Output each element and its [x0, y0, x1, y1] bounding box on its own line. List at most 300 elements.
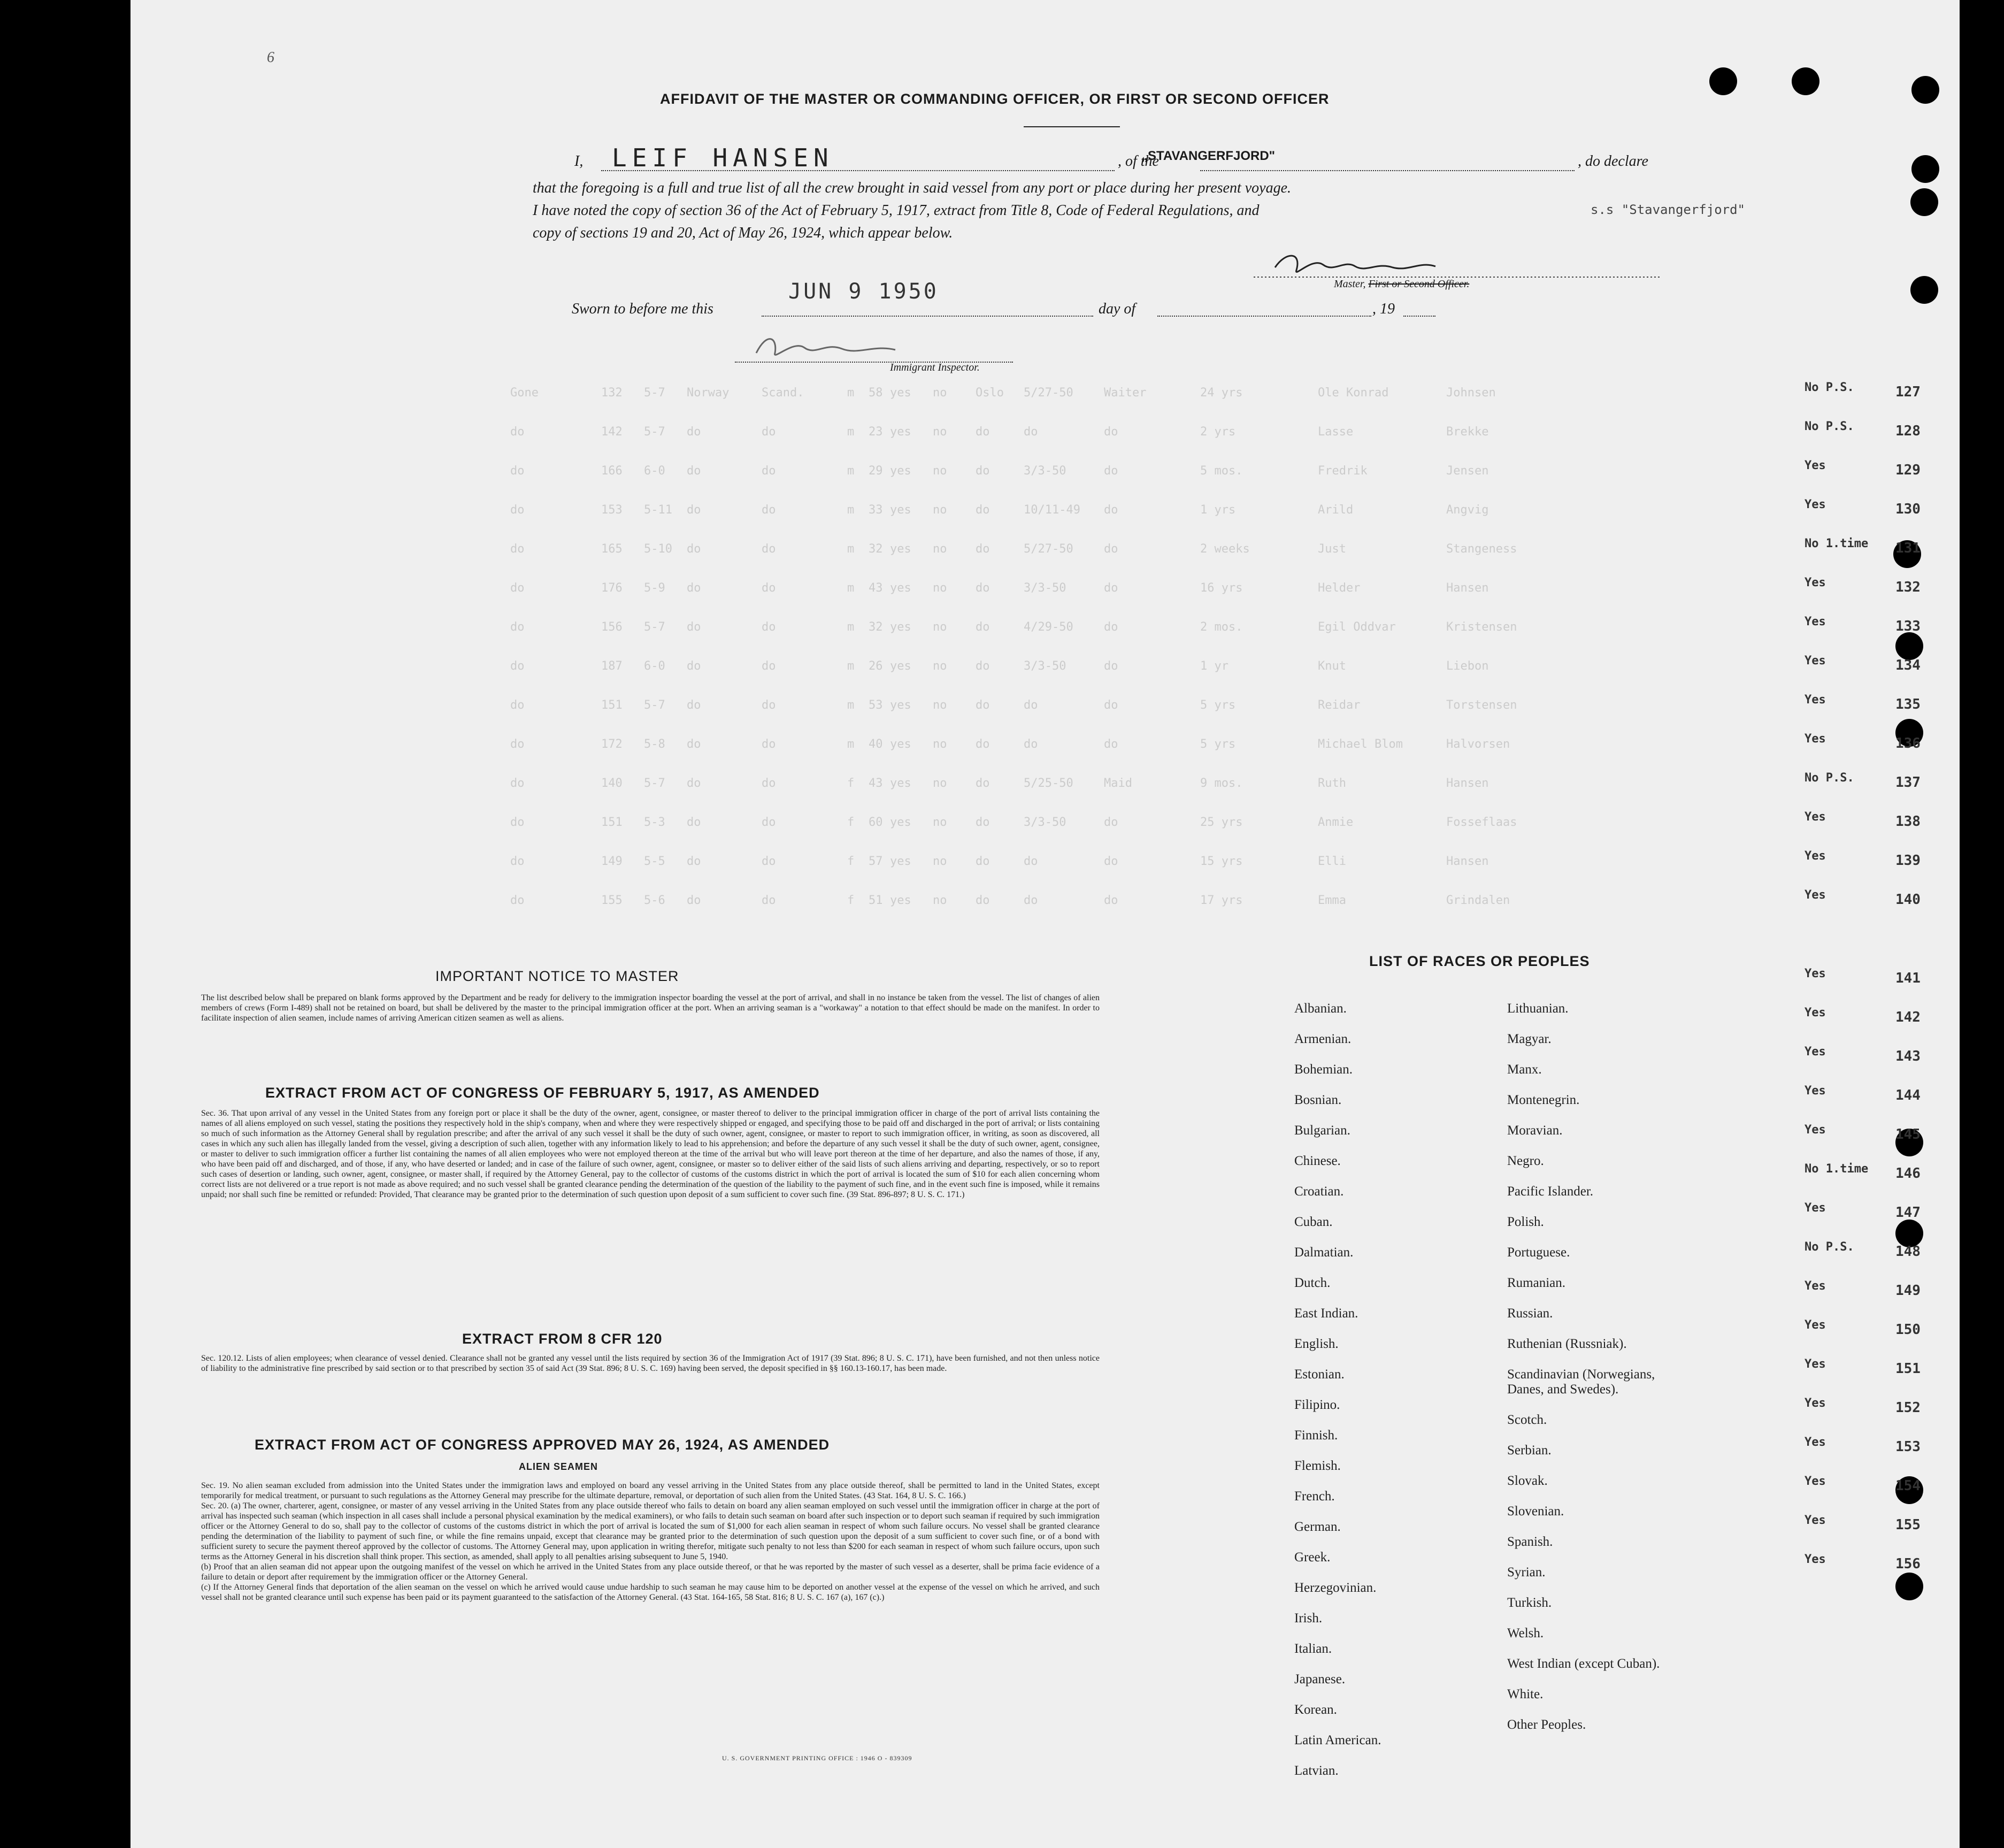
- crew-cell-surname: Hansen: [1446, 777, 1489, 790]
- crew-cell-surname: Angvig: [1446, 503, 1489, 517]
- crew-cell-place: do: [976, 660, 990, 673]
- crew-status: Yes: [1805, 498, 1826, 511]
- race-item: English.: [1294, 1337, 1339, 1351]
- crew-status: Yes: [1805, 1123, 1826, 1137]
- crew-status: Yes: [1805, 693, 1826, 707]
- declaration-line-2: that the foregoing is a full and true list of all the crew brought in said vessel from any port or place during her present voyage.: [533, 180, 1292, 196]
- crew-cell-date: do: [1024, 855, 1038, 868]
- crew-cell-rest: do: [510, 542, 525, 556]
- crew-status: Yes: [1805, 810, 1826, 824]
- race-item: Russian.: [1507, 1306, 1553, 1321]
- crew-cell-nat: do: [687, 464, 701, 478]
- crew-cell-rest: do: [510, 777, 525, 790]
- crew-cell-given: Arild: [1318, 503, 1354, 517]
- crew-cell-col1: no: [933, 738, 947, 751]
- crew-row: [130, 386, 1585, 408]
- punch-hole: [1911, 155, 1939, 183]
- crew-row-number: 137: [1895, 775, 1921, 791]
- crew-row-number: 152: [1895, 1400, 1921, 1416]
- crew-cell-col3: 29: [869, 464, 883, 478]
- race-item: French.: [1294, 1489, 1335, 1504]
- crew-cell-wt: 149: [601, 855, 623, 868]
- crew-cell-sex: m: [847, 386, 855, 400]
- crew-cell-age: 2 mos.: [1200, 620, 1243, 634]
- crew-row-number: 147: [1895, 1205, 1921, 1221]
- race-item: Serbian.: [1507, 1443, 1552, 1458]
- race-item: Slovenian.: [1507, 1504, 1564, 1519]
- crew-cell-sex: m: [847, 503, 855, 517]
- crew-status: Yes: [1805, 1201, 1826, 1215]
- declaration-line-4: copy of sections 19 and 20, Act of May 26, 1924, which appear below.: [533, 225, 953, 241]
- crew-cell-race: do: [762, 699, 776, 712]
- crew-cell-race: do: [762, 464, 776, 478]
- crew-cell-date: do: [1024, 894, 1038, 907]
- extract3-body: [201, 1481, 1100, 1602]
- crew-cell-col1: no: [933, 425, 947, 439]
- crew-cell-col1: no: [933, 581, 947, 595]
- race-item: Bosnian.: [1294, 1093, 1342, 1107]
- crew-row-number: 135: [1895, 696, 1921, 712]
- crew-row: [130, 581, 1585, 603]
- crew-cell-col3: 32: [869, 542, 883, 556]
- race-item: Croatian.: [1294, 1184, 1344, 1199]
- crew-cell-col1: no: [933, 620, 947, 634]
- crew-cell-sex: m: [847, 620, 855, 634]
- punch-hole: [1792, 67, 1819, 95]
- crew-cell-wt: 165: [601, 542, 623, 556]
- crew-cell-sex: f: [847, 894, 855, 907]
- crew-cell-sex: f: [847, 855, 855, 868]
- crew-cell-col2: yes: [890, 464, 911, 478]
- crew-cell-col3: 58: [869, 386, 883, 400]
- races-title: LIST OF RACES OR PEOPLES: [1369, 953, 1590, 969]
- race-item: Flemish.: [1294, 1459, 1341, 1473]
- crew-cell-wt: 176: [601, 581, 623, 595]
- race-item: Italian.: [1294, 1642, 1332, 1656]
- race-item: Greek.: [1294, 1550, 1331, 1565]
- race-item: Ruthenian (Russniak).: [1507, 1337, 1627, 1351]
- crew-cell-occ: do: [1104, 660, 1118, 673]
- crew-cell-occ: Maid: [1104, 777, 1132, 790]
- crew-cell-occ: do: [1104, 855, 1118, 868]
- crew-cell-surname: Brekke: [1446, 425, 1489, 439]
- crew-cell-race: do: [762, 620, 776, 634]
- crew-cell-surname: Jensen: [1446, 464, 1489, 478]
- crew-cell-surname: Halvorsen: [1446, 738, 1510, 751]
- crew-status: Yes: [1805, 654, 1826, 668]
- crew-cell-col2: yes: [890, 620, 911, 634]
- extract3-sec20a: Sec. 20. (a) The owner, charterer, agent, consignee, or master of any vessel arriving in the United States from any place outside thereof who fails to detain on board any alien seaman employed on such vessel until the immigration officer in charge at the port of arrival has inspected such seaman (which inspection in all cases shall include a personal physical examination by the medical examiners), or who fails to detain such seaman on board after such inspection or to deport such seaman if required by such immigration officer or the Attorney General to do so, shall pay to the collector of customs of the customs district in which the port of arrival is located the sum of $1,000 for each alien seaman in respect of whom such failure occurs. No vessel shall be granted clearance pending the determination of the liability to payment of such fine, or while the fine remains unpaid, except that clearance may be granted prior to the determination of such question upon the deposit of a sum sufficient to cover such fine, or of a bond with sufficient surety to secure the payment thereof approved by the collector of customs. The Attorney General may, upon application in writing therefor, mitigate such penalty to not less than $200 for each seaman in respect of whom such failure occurs, upon such terms as the Attorney General in his discretion shall think proper. This section, as amended, shall apply to all penalties arising subsequent to June 5, 1940.: [201, 1501, 1100, 1561]
- crew-cell-race: do: [762, 777, 776, 790]
- crew-status: Yes: [1805, 576, 1826, 589]
- crew-cell-rest: do: [510, 620, 525, 634]
- crew-cell-ht: 6-0: [644, 660, 665, 673]
- crew-cell-place: do: [976, 738, 990, 751]
- crew-cell-sex: m: [847, 660, 855, 673]
- crew-cell-col3: 43: [869, 777, 883, 790]
- crew-cell-rest: do: [510, 738, 525, 751]
- crew-row-number: 145: [1895, 1126, 1921, 1142]
- crew-cell-col2: yes: [890, 738, 911, 751]
- crew-row-number: 144: [1895, 1087, 1921, 1103]
- crew-cell-col1: no: [933, 699, 947, 712]
- crew-cell-col3: 43: [869, 581, 883, 595]
- page-number: 6: [267, 49, 274, 66]
- race-item: Danes, and Swedes).: [1507, 1382, 1619, 1397]
- crew-cell-date: 5/27-50: [1024, 386, 1073, 400]
- crew-cell-occ: Waiter: [1104, 386, 1147, 400]
- crew-cell-nat: do: [687, 894, 701, 907]
- crew-row-number: 138: [1895, 814, 1921, 830]
- crew-cell-date: 3/3-50: [1024, 660, 1066, 673]
- crew-cell-col1: no: [933, 894, 947, 907]
- race-item: Latvian.: [1294, 1763, 1339, 1778]
- manifest-sheet: [130, 0, 1960, 1848]
- crew-cell-col1: no: [933, 464, 947, 478]
- crew-status: No P.S.: [1805, 1240, 1854, 1254]
- declaration-line-3: I have noted the copy of section 36 of the Act of February 5, 1917, extract from Title 8, Code of Federal Regulations, and: [533, 202, 1260, 219]
- crew-row-number: 154: [1895, 1478, 1921, 1494]
- crew-cell-occ: do: [1104, 542, 1118, 556]
- crew-cell-given: Fredrik: [1318, 464, 1368, 478]
- crew-cell-race: do: [762, 503, 776, 517]
- crew-row-number: 141: [1895, 970, 1921, 986]
- inspector-signature: [746, 332, 927, 364]
- crew-cell-sex: m: [847, 464, 855, 478]
- crew-cell-given: Michael Blom: [1318, 738, 1403, 751]
- crew-status: No 1.time: [1805, 537, 1869, 550]
- crew-cell-nat: do: [687, 738, 701, 751]
- crew-cell-wt: 166: [601, 464, 623, 478]
- crew-cell-rest: Gone: [510, 386, 539, 400]
- crew-cell-wt: 153: [601, 503, 623, 517]
- crew-cell-col2: yes: [890, 425, 911, 439]
- race-item: Montenegrin.: [1507, 1093, 1580, 1107]
- crew-status: No P.S.: [1805, 771, 1854, 785]
- inspector-caption: Immigrant Inspector.: [890, 362, 980, 373]
- crew-cell-col3: 32: [869, 620, 883, 634]
- crew-cell-ht: 6-0: [644, 464, 665, 478]
- crew-row-number: 142: [1895, 1009, 1921, 1025]
- affidavit-title: AFFIDAVIT OF THE MASTER OR COMMANDING OFFICER, OR FIRST OR SECOND OFFICER: [660, 91, 1330, 107]
- crew-cell-age: 2 weeks: [1200, 542, 1250, 556]
- crew-row: [130, 816, 1585, 837]
- crew-status: Yes: [1805, 1553, 1826, 1566]
- crew-cell-surname: Johnsen: [1446, 386, 1496, 400]
- crew-cell-sex: m: [847, 542, 855, 556]
- crew-cell-age: 2 yrs: [1200, 425, 1236, 439]
- crew-cell-age: 24 yrs: [1200, 386, 1243, 400]
- crew-cell-rest: do: [510, 503, 525, 517]
- race-item: Bohemian.: [1294, 1062, 1353, 1077]
- crew-cell-col1: no: [933, 816, 947, 829]
- crew-cell-col3: 53: [869, 699, 883, 712]
- extract3-sec19: Sec. 19. No alien seaman excluded from admission into the United States under the immigration laws and employed on board any vessel arriving in the United States from any place outside thereof, shall be permitted to land in the United States, except temporarily for medical treatment, or pursuant to such regulations as the Attorney General may prescribe for the ultimate departure, removal, or deportation of such alien from the United States. (43 Stat. 164, 8 U. S. C. 166.): [201, 1481, 1100, 1500]
- crew-cell-surname: Torstensen: [1446, 699, 1517, 712]
- stray-vessel-text: s.s "Stavangerfjord": [1591, 202, 1745, 217]
- crew-cell-col2: yes: [890, 777, 911, 790]
- crew-cell-nat: do: [687, 581, 701, 595]
- crew-cell-occ: do: [1104, 699, 1118, 712]
- vessel-name: „STAVANGERFJORD": [1141, 149, 1276, 163]
- crew-cell-col2: yes: [890, 581, 911, 595]
- sworn-label: Sworn to before me this: [572, 301, 713, 317]
- race-item: Estonian.: [1294, 1367, 1345, 1382]
- crew-cell-age: 16 yrs: [1200, 581, 1243, 595]
- race-item: Irish.: [1294, 1611, 1323, 1625]
- crew-cell-age: 5 yrs: [1200, 699, 1236, 712]
- crew-row-number: 128: [1895, 423, 1921, 439]
- crew-cell-col3: 51: [869, 894, 883, 907]
- crew-status: Yes: [1805, 459, 1826, 472]
- crew-cell-wt: 132: [601, 386, 623, 400]
- crew-row: [130, 542, 1585, 564]
- crew-row: [130, 699, 1585, 720]
- crew-cell-surname: Liebon: [1446, 660, 1489, 673]
- crew-cell-race: Scand.: [762, 386, 804, 400]
- crew-cell-age: 15 yrs: [1200, 855, 1243, 868]
- race-item: Lithuanian.: [1507, 1001, 1569, 1016]
- crew-cell-nat: do: [687, 855, 701, 868]
- crew-cell-col2: yes: [890, 503, 911, 517]
- crew-cell-nat: do: [687, 777, 701, 790]
- crew-cell-wt: 156: [601, 620, 623, 634]
- crew-cell-given: Ruth: [1318, 777, 1346, 790]
- crew-cell-rest: do: [510, 425, 525, 439]
- race-item: Slovak.: [1507, 1474, 1548, 1488]
- crew-cell-occ: do: [1104, 464, 1118, 478]
- race-item: Dalmatian.: [1294, 1245, 1354, 1260]
- crew-cell-nat: do: [687, 620, 701, 634]
- crew-cell-col2: yes: [890, 386, 911, 400]
- crew-status: Yes: [1805, 1358, 1826, 1371]
- crew-status: Yes: [1805, 1397, 1826, 1410]
- crew-status: Yes: [1805, 1045, 1826, 1059]
- race-item: Armenian.: [1294, 1032, 1352, 1046]
- crew-cell-occ: do: [1104, 816, 1118, 829]
- crew-cell-col2: yes: [890, 894, 911, 907]
- crew-cell-place: do: [976, 816, 990, 829]
- crew-cell-nat: do: [687, 425, 701, 439]
- crew-cell-col1: no: [933, 542, 947, 556]
- crew-row-number: 146: [1895, 1165, 1921, 1182]
- crew-cell-col2: yes: [890, 699, 911, 712]
- crew-status: Yes: [1805, 1318, 1826, 1332]
- extract2-title: EXTRACT FROM 8 CFR 120: [462, 1331, 663, 1347]
- crew-cell-place: do: [976, 425, 990, 439]
- crew-cell-given: Emma: [1318, 894, 1346, 907]
- crew-cell-given: Knut: [1318, 660, 1346, 673]
- punch-hole: [1911, 76, 1939, 104]
- race-item: Magyar.: [1507, 1032, 1552, 1046]
- crew-cell-rest: do: [510, 660, 525, 673]
- crew-cell-occ: do: [1104, 581, 1118, 595]
- crew-cell-place: do: [976, 894, 990, 907]
- crew-cell-col3: 40: [869, 738, 883, 751]
- crew-cell-race: do: [762, 894, 776, 907]
- race-item: Pacific Islander.: [1507, 1184, 1594, 1199]
- crew-cell-race: do: [762, 855, 776, 868]
- crew-status: Yes: [1805, 1514, 1826, 1527]
- crew-row-number: 132: [1895, 579, 1921, 595]
- race-item: Herzegovinian.: [1294, 1581, 1377, 1595]
- crew-row-number: 149: [1895, 1283, 1921, 1299]
- crew-cell-place: do: [976, 620, 990, 634]
- race-item: East Indian.: [1294, 1306, 1358, 1321]
- crew-cell-ht: 5-7: [644, 386, 665, 400]
- crew-cell-nat: do: [687, 542, 701, 556]
- crew-status: No P.S.: [1805, 420, 1854, 433]
- race-item: Scotch.: [1507, 1413, 1547, 1427]
- crew-row: [130, 464, 1585, 486]
- race-item: West Indian (except Cuban).: [1507, 1657, 1660, 1671]
- crew-status: Yes: [1805, 888, 1826, 902]
- punch-hole: [1895, 632, 1923, 660]
- crew-cell-ht: 5-10: [644, 542, 672, 556]
- crew-status: Yes: [1805, 1006, 1826, 1019]
- race-item: Polish.: [1507, 1215, 1544, 1229]
- crew-status: Yes: [1805, 615, 1826, 628]
- crew-row-number: 148: [1895, 1244, 1921, 1260]
- crew-row-number: 133: [1895, 618, 1921, 634]
- crew-row: [130, 425, 1585, 447]
- race-item: Other Peoples.: [1507, 1717, 1586, 1732]
- crew-cell-surname: Fosseflaas: [1446, 816, 1517, 829]
- crew-cell-sex: m: [847, 581, 855, 595]
- crew-row-number: 151: [1895, 1361, 1921, 1377]
- race-item: Spanish.: [1507, 1535, 1553, 1549]
- crew-row: [130, 620, 1585, 642]
- extract3-subtitle: ALIEN SEAMEN: [519, 1461, 598, 1472]
- crew-cell-surname: Kristensen: [1446, 620, 1517, 634]
- crew-cell-wt: 172: [601, 738, 623, 751]
- crew-cell-race: do: [762, 738, 776, 751]
- crew-cell-nat: Norway: [687, 386, 730, 400]
- crew-cell-place: do: [976, 699, 990, 712]
- crew-cell-race: do: [762, 425, 776, 439]
- crew-cell-surname: Stangeness: [1446, 542, 1517, 556]
- race-item: Syrian.: [1507, 1565, 1546, 1579]
- crew-cell-place: do: [976, 464, 990, 478]
- crew-cell-place: do: [976, 542, 990, 556]
- crew-row: [130, 855, 1585, 876]
- crew-cell-wt: 155: [601, 894, 623, 907]
- crew-cell-given: Elli: [1318, 855, 1346, 868]
- crew-cell-given: Ole Konrad: [1318, 386, 1389, 400]
- crew-cell-sex: m: [847, 699, 855, 712]
- crew-cell-given: Reidar: [1318, 699, 1361, 712]
- race-item: Finnish.: [1294, 1428, 1338, 1443]
- crew-cell-race: do: [762, 816, 776, 829]
- crew-cell-rest: do: [510, 699, 525, 712]
- crew-cell-rest: do: [510, 816, 525, 829]
- extract3-sec20c: (c) If the Attorney General finds that deportation of the alien seaman on the vessel on which he arrived would cause undue hardship to such seaman he may cause him to be deported on another vessel at the expense of the vessel on which he arrived, and such vessel shall not be granted clearance until such expense has been paid or its payment guaranteed to the satisfaction of the Attorney General. (43 Stat. 164-165, 58 Stat. 816; 8 U. S. C. 167 (a), 167 (c).): [201, 1583, 1100, 1602]
- year-label: , 19: [1372, 301, 1395, 317]
- crew-cell-col1: no: [933, 503, 947, 517]
- crew-cell-col2: yes: [890, 855, 911, 868]
- punch-hole: [1709, 67, 1737, 95]
- crew-cell-place: do: [976, 581, 990, 595]
- crew-cell-place: Oslo: [976, 386, 1004, 400]
- crew-row-number: 143: [1895, 1048, 1921, 1064]
- crew-cell-date: 3/3-50: [1024, 581, 1066, 595]
- crew-cell-place: do: [976, 855, 990, 868]
- extract1-body: Sec. 36. That upon arrival of any vessel in the United States from any foreign port or place it shall be the duty of the owner, agent, consignee, or master thereof to deliver to the principal immigration officer in charge of the port of arrival lists containing the names of all aliens employed on such vessel, stating the positions they respectively hold in the ship's company, when and where they were respectively shipped or engaged, and specifying those to be paid off and discharged in the port of arrival; or lists containing so much of such information as the Attorney General shall by regulation prescribe; and after the arrival of any such vessel it shall be the duty of such owner, agent, consignee, or master to report to such immigration officer, in writing, as soon as discovered, all cases in which any such alien has illegally landed from the vessel, giving a description of such alien, together with any information likely to lead to his apprehension; and before the departure of any such vessel it shall be the duty of such owner, agent, consignee, or master to deliver to such immigration officer a further list containing the names of all alien employees who were not employed thereon at the time of the arrival but who will leave port thereon at the time of her departure, and also the names of those, if any, who have been paid off and discharged, and of those, if any, who have deserted or landed; and in case of the failure of such owner, agent, consignee, or master so to deliver either of the said lists of such aliens arriving and departing, respectively, or so to report such cases of desertion or landing, such owner, agent, consignee, or master shall, if required by the Attorney General, pay to the collector of customs of the customs district in which the port of arrival is located the sum of $10 for each alien concerning whom correct lists are not delivered or a true report is not made as above required; and no such vessel shall be granted clearance pending the determination of the question of the liability to the payment of such fine, and in the event such fine is imposed, while it remains unpaid; nor shall such fine be remitted or refunded: Provided, That clearance may be granted prior to the determination of such question upon deposit of a sum sufficient to cover such fine. (39 Stat. 896-897; 8 U. S. C. 171.): [201, 1109, 1100, 1199]
- crew-cell-age: 25 yrs: [1200, 816, 1243, 829]
- crew-cell-wt: 187: [601, 660, 623, 673]
- crew-row-number: 150: [1895, 1322, 1921, 1338]
- crew-cell-nat: do: [687, 503, 701, 517]
- sworn-date-stamp: JUN 9 1950: [788, 279, 939, 304]
- race-item: Bulgarian.: [1294, 1123, 1350, 1138]
- crew-status: Yes: [1805, 967, 1826, 980]
- crew-status: Yes: [1805, 732, 1826, 746]
- crew-row: [130, 894, 1585, 915]
- crew-row-number: 127: [1895, 384, 1921, 400]
- crew-cell-age: 5 mos.: [1200, 464, 1243, 478]
- crew-cell-occ: do: [1104, 894, 1118, 907]
- crew-cell-given: Anmie: [1318, 816, 1354, 829]
- race-item: Rumanian.: [1507, 1276, 1566, 1290]
- i-label: I,: [574, 153, 583, 170]
- punch-hole: [1910, 276, 1938, 304]
- race-item: Latin American.: [1294, 1733, 1381, 1747]
- crew-cell-place: do: [976, 503, 990, 517]
- crew-cell-ht: 5-7: [644, 777, 665, 790]
- crew-cell-given: Helder: [1318, 581, 1361, 595]
- crew-row: [130, 503, 1585, 525]
- race-item: Negro.: [1507, 1154, 1544, 1168]
- crew-cell-occ: do: [1104, 425, 1118, 439]
- crew-row-number: 153: [1895, 1439, 1921, 1455]
- crew-cell-given: Just: [1318, 542, 1346, 556]
- punch-hole: [1910, 188, 1938, 216]
- crew-cell-sex: m: [847, 425, 855, 439]
- crew-cell-race: do: [762, 542, 776, 556]
- crew-row-number: 130: [1895, 501, 1921, 517]
- crew-cell-col3: 23: [869, 425, 883, 439]
- do-declare-label: , do declare: [1578, 153, 1648, 170]
- crew-cell-date: do: [1024, 425, 1038, 439]
- crew-cell-col2: yes: [890, 660, 911, 673]
- crew-cell-wt: 151: [601, 816, 623, 829]
- crew-cell-ht: 5-7: [644, 620, 665, 634]
- race-item: Moravian.: [1507, 1123, 1563, 1138]
- race-item: Welsh.: [1507, 1626, 1544, 1640]
- crew-cell-ht: 5-9: [644, 581, 665, 595]
- crew-cell-surname: Hansen: [1446, 581, 1489, 595]
- crew-cell-wt: 151: [601, 699, 623, 712]
- crew-status: No 1.time: [1805, 1162, 1869, 1176]
- punch-hole: [1895, 1573, 1923, 1600]
- crew-cell-date: 4/29-50: [1024, 620, 1073, 634]
- crew-status: Yes: [1805, 1436, 1826, 1449]
- crew-cell-sex: f: [847, 777, 855, 790]
- crew-row-number: 134: [1895, 657, 1921, 673]
- crew-cell-date: 5/27-50: [1024, 542, 1073, 556]
- race-item: German.: [1294, 1520, 1341, 1534]
- title-underline: [1024, 126, 1120, 127]
- extract3-title: EXTRACT FROM ACT OF CONGRESS APPROVED MAY 26, 1924, AS AMENDED: [255, 1437, 830, 1453]
- crew-cell-nat: do: [687, 699, 701, 712]
- crew-cell-ht: 5-11: [644, 503, 672, 517]
- extract2-body: Sec. 120.12. Lists of alien employees; when clearance of vessel denied. Clearance shall not be granted any vessel until the lists required by section 36 of the Immigration Act of 1917 (39 Stat. 896; 8 U. S. C. 171), have been furnished, and not then unless notice of liability to the administrative fine prescribed by said section or to that prescribed by section 35 of said Act (39 Stat. 896; 8 U. S. C. 169) having been served, the deposit specified in §§ 160.13-160.17, has been made.: [201, 1354, 1100, 1373]
- race-item: Portuguese.: [1507, 1245, 1570, 1260]
- crew-cell-date: 10/11-49: [1024, 503, 1080, 517]
- crew-cell-nat: do: [687, 816, 701, 829]
- of-the-label: , of the: [1118, 153, 1159, 170]
- crew-status: Yes: [1805, 1084, 1826, 1098]
